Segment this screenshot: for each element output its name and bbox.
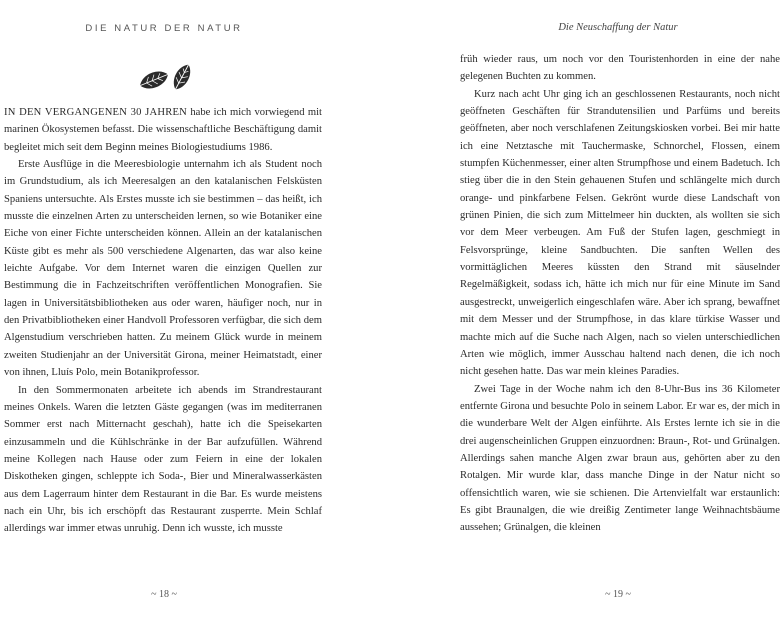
- running-head-left: DIE NATUR DER NATUR: [85, 23, 243, 34]
- body-paragraph: Erste Ausflüge in die Meeresbiologie unternahm ich als Student noch im Grundstudium, als ich Meeresalgen an den katalanischen Felsküsten Spaniens untersuchte. Als Erstes musste ich sie bestimmen – das heißt, ich musste die einzelnen Arten zu unterscheiden lernen, so wie Botaniker eine Eiche von einer Fichte unterscheiden können. Allein an der katalanischen Küste gibt es mehr als 500 verschiedene Algenarten, das war also keine leichte Aufgabe. Vor dem Internet waren die einzigen Quellen zur Bestimmung die in Fachzeitschriften veröffentlichen Monografien. Sie lagen in Universitätsbibliotheken aus oder waren, häufiger noch, nur in den Privatbibliotheken einer Handvoll Professoren verfügbar, die sich dem Algenstudium verschrieben hatten. Zu meinem Glück wurde in meinem zweiten Studienjahr an der Universität Girona, meiner Heimatstadt, einer von ihnen, Lluís Polo, mein Botanikprofessor.: [4, 159, 322, 379]
- two-leaves-icon: [137, 63, 199, 93]
- opening-paragraph: [4, 104, 322, 156]
- right-page-body: [460, 51, 780, 537]
- page-number-left: ~ 18 ~: [151, 589, 177, 600]
- left-page: [0, 0, 328, 627]
- running-head-right: Die Neuschaffung der Natur: [558, 22, 678, 33]
- opening-rest: habe ich mich vorwiegend mit marinen Ökosystemen befasst. Die wissenschaftliche Beschäftigung damit begleitet mich seit dem Beginn meines Biologiestudiums 1986.: [4, 107, 322, 153]
- opening-caps: IN DEN VERGANGENEN 30 JAHREN: [4, 107, 187, 118]
- body-paragraph: Zwei Tage in der Woche nahm ich den 8-Uhr-Bus ins 36 Kilometer entfernte Girona und besuchte Polo in seinem Labor. Er war es, der mich in die wunderbare Welt der Algen einführte. Als Erstes lernte ich sie in die drei augenscheinlichen Gruppen einzuordnen: Braun-, Rot- und Grünalgen. Allerdings sahen manche Algen zwar braun aus, gehörten aber zu den Rotalgen. Mir wurde klar, dass manche Dinge in der Natur nicht so offensichtlich waren, wie sie schienen. Die Artenvielfalt war erstaunlich: Es gibt Braunalgen, die wie dreißig Zentimeter lange Weihnachtsbäume aussehen; Grünalgen, die kleinen: [460, 383, 780, 534]
- body-paragraph: Kurz nach acht Uhr ging ich an geschlossenen Restaurants, noch nicht geöffneten Geschäften für Strandutensilien und Parfüms und bereits geöffneten, aber noch verschlafenen Zeitungskiosken vorbei. Bei mir hatte ich eine Netztasche mit Tauchermaske, Schnorchel, Flossen, einem stumpfen Küchenmesser, einer alten Strumpfhose und einem Badetuch. Ich stieg über die in den Stein gehauenen Stufen und schlängelte mich durch orange- und pinkfarbene Felsen. Gekrönt wurde diese Landschaft von grünen Pinien, die sich zum Mittelmeer hin duckten, als wollten sie sich vor dem Meer verbeugen. Am Fuß der Stufen lagen, geschmiegt in Felsvorsprünge, kleine Sandbuchten. Die sanften Wellen des vormittäglichen Meeres küssten den Strand mit säuselnder Regelmäßigkeit, sodass ich, hätte ich mich nur für eine Minute im Sand ausgestreckt, unweigerlich eingeschlafen wäre. Aber ich sprang, bewaffnet mit dem Messer und der Strumpfhose, in das klare türkise Wasser und machte mich auf die Suche nach Algen, nach so vielen unterschiedlichen Arten wie möglich, immer Ausschau haltend nach denen, die ich noch nicht gesehen hatte. Das war mein kleines Paradies.: [460, 88, 780, 378]
- page-number-right: ~ 19 ~: [605, 589, 631, 600]
- left-page-body: [4, 104, 322, 538]
- right-page: [456, 0, 780, 627]
- body-paragraph: In den Sommermonaten arbeitete ich abends im Strandrestaurant meines Onkels. Waren die letzten Gäste gegangen (was im mediterranen Sommer erst nach Mitternacht geschah), hatte ich die Speisekarten einzusammeln und die Kühlschränke in der Bar aufzufüllen. Während meine Kollegen nach Hause oder zum Feiern in eine der lokalen Diskotheken gingen, schleppte ich Soda-, Bier und Mineralwasserkästen aus dem Lagerraum hinter dem Restaurant in die Bar. Es wurde meistens nach ein Uhr, bis ich erschöpft das Restaurant zusperrte. Mein Schlaf allerdings war immer etwas unruhig. Denn ich wusste, ich musste: [4, 384, 322, 535]
- continued-paragraph: früh wieder raus, um noch vor den Touristenhorden in eine der nahe gelegenen Buchten zu kommen.: [460, 54, 780, 83]
